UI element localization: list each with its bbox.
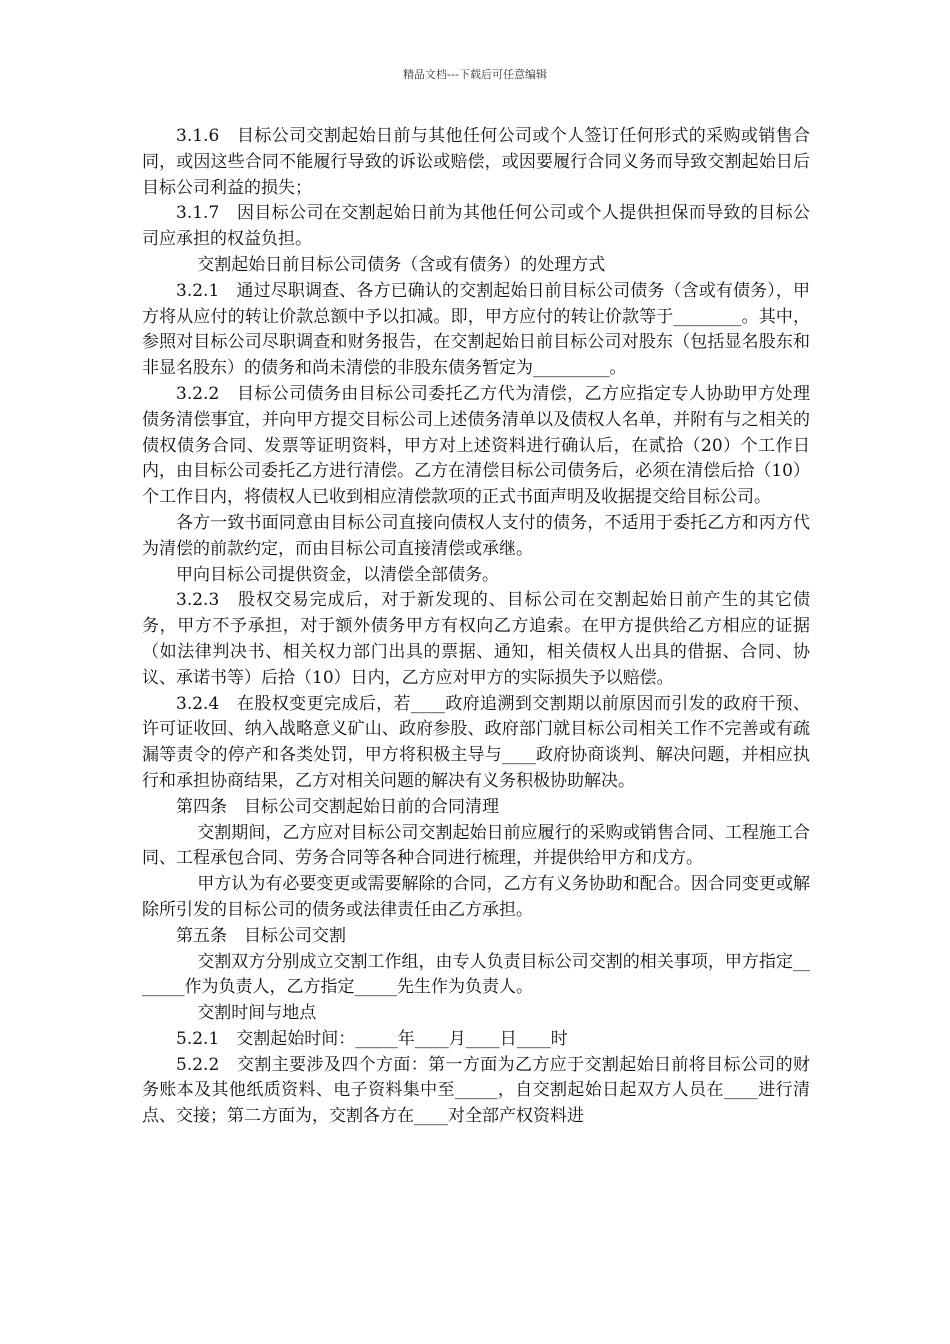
article-4-paragraph-2: 甲方认为有必要变更或需要解除的合同，乙方有义务协助和配合。因合同变更或解除所引发的目标公司的债务或法律责任由乙方承担。 [142,874,810,920]
clause-5-2-2: 5.2.2 交割主要涉及四个方面：第一方面为乙方应于交割起始日前将目标公司的财务账本及其他纸质资料、电子资料集中至_____，自交割起始日起双方人员在____进行清点、交接；第二方面为，交割各方在____对全部产权资料进 [142,1054,810,1127]
article-4-paragraph-1: 交割期间，乙方应对目标公司交割起始日前应履行的采购或销售合同、工程施工合同、工程承包合同、劳务合同等各种合同进行梳理，并提供给甲方和戊方。 [142,822,810,869]
page-header: 精品文档---下载后可任意编辑 [403,68,547,81]
clause-3-2-2: 3.2.2 目标公司债务由目标公司委托乙方代为清偿，乙方应指定专人协助甲方处理债务清偿事宜，并向甲方提交目标公司上述债务清单以及债权人名单，并附有与之相关的债权债务合同、发票等证明资料，甲方对上述资料进行确认后，在贰拾（20）个工作日内，由目标公司委托乙方进行清偿。乙方在清偿目标公司债务后，必须在清偿后拾（10）个工作日内，将债权人已收到相应清偿款项的正式书面声明及收据提交给目标公司。 [142,383,810,508]
paragraph-funding: 甲向目标公司提供资金，以清偿全部债务。 [176,564,499,585]
paragraph-direct-payment: 各方一致书面同意由目标公司直接向债权人支付的债务，不适用于委托乙方和丙方代为清偿的前款约定，而由目标公司直接清偿或承继。 [142,512,810,559]
article-5-paragraph-1: 交割双方分别成立交割工作组，由专人负责目标公司交割的相关事项，甲方指定_______作为负责人，乙方指定_____先生作为负责人。 [142,951,810,998]
clause-3-1-7: 3.1.7 因目标公司在交割起始日前为其他任何公司或个人提供担保而导致的目标公司应承担的权益负担。 [142,203,810,250]
clause-3-2-1: 3.2.1 通过尽职调查、各方已确认的交割起始日前目标公司债务（含或有债务），甲方将从应付的转让价款总额中予以扣减。即，甲方应付的转让价款等于________。其中，参照对目标公司尽职调查和财务报告，在交割起始日前目标公司对股东（包括显名股东和非显名股东）的债务和尚未清偿的非股东债务暂定为_________。 [142,280,810,379]
clause-5-2-1: 5.2.1 交割起始时间：_____年____月____日____时 [176,1028,568,1049]
article-4-heading: 第四条 目标公司交割起始日前的合同清理 [176,796,499,817]
clause-3-1-6: 3.1.6 目标公司交割起始日前与其他任何公司或个人签订任何形式的采购或销售合同，或因这些合同不能履行导致的诉讼或赔偿，或因要履行合同义务而导致交割起始日后目标公司利益的损失； [142,126,810,198]
article-5-heading: 第五条 目标公司交割 [176,925,346,946]
section-heading-debt-handling: 交割起始日前目标公司债务（含或有债务）的处理方式 [197,254,606,275]
section-heading-time-place: 交割时间与地点 [197,1003,317,1024]
clause-3-2-3: 3.2.3 股权交易完成后，对于新发现的、目标公司在交割起始日前产生的其它债务，甲方不予承担，对于额外债务甲方有权向乙方追索。在甲方提供给乙方相应的证据（如法律判决书、相关权力部门出具的票据、通知，相关债权人出具的借据、合同、协议、承诺书等）后拾（10）日内，乙方应对甲方的实际损失予以赔偿。 [142,590,810,688]
clause-3-2-4: 3.2.4 在股权变更完成后，若____政府追溯到交割期以前原因而引发的政府干预、许可证收回、纳入战略意义矿山、政府参股、政府部门就目标公司相关工作不完善或有疏漏等责令的停产和各类处罚，甲方将积极主导与____政府协商谈判、解决问题，并相应执行和承担协商结果，乙方对相关问题的解决有义务积极协助解决。 [142,693,810,791]
document-body [142,124,810,1130]
